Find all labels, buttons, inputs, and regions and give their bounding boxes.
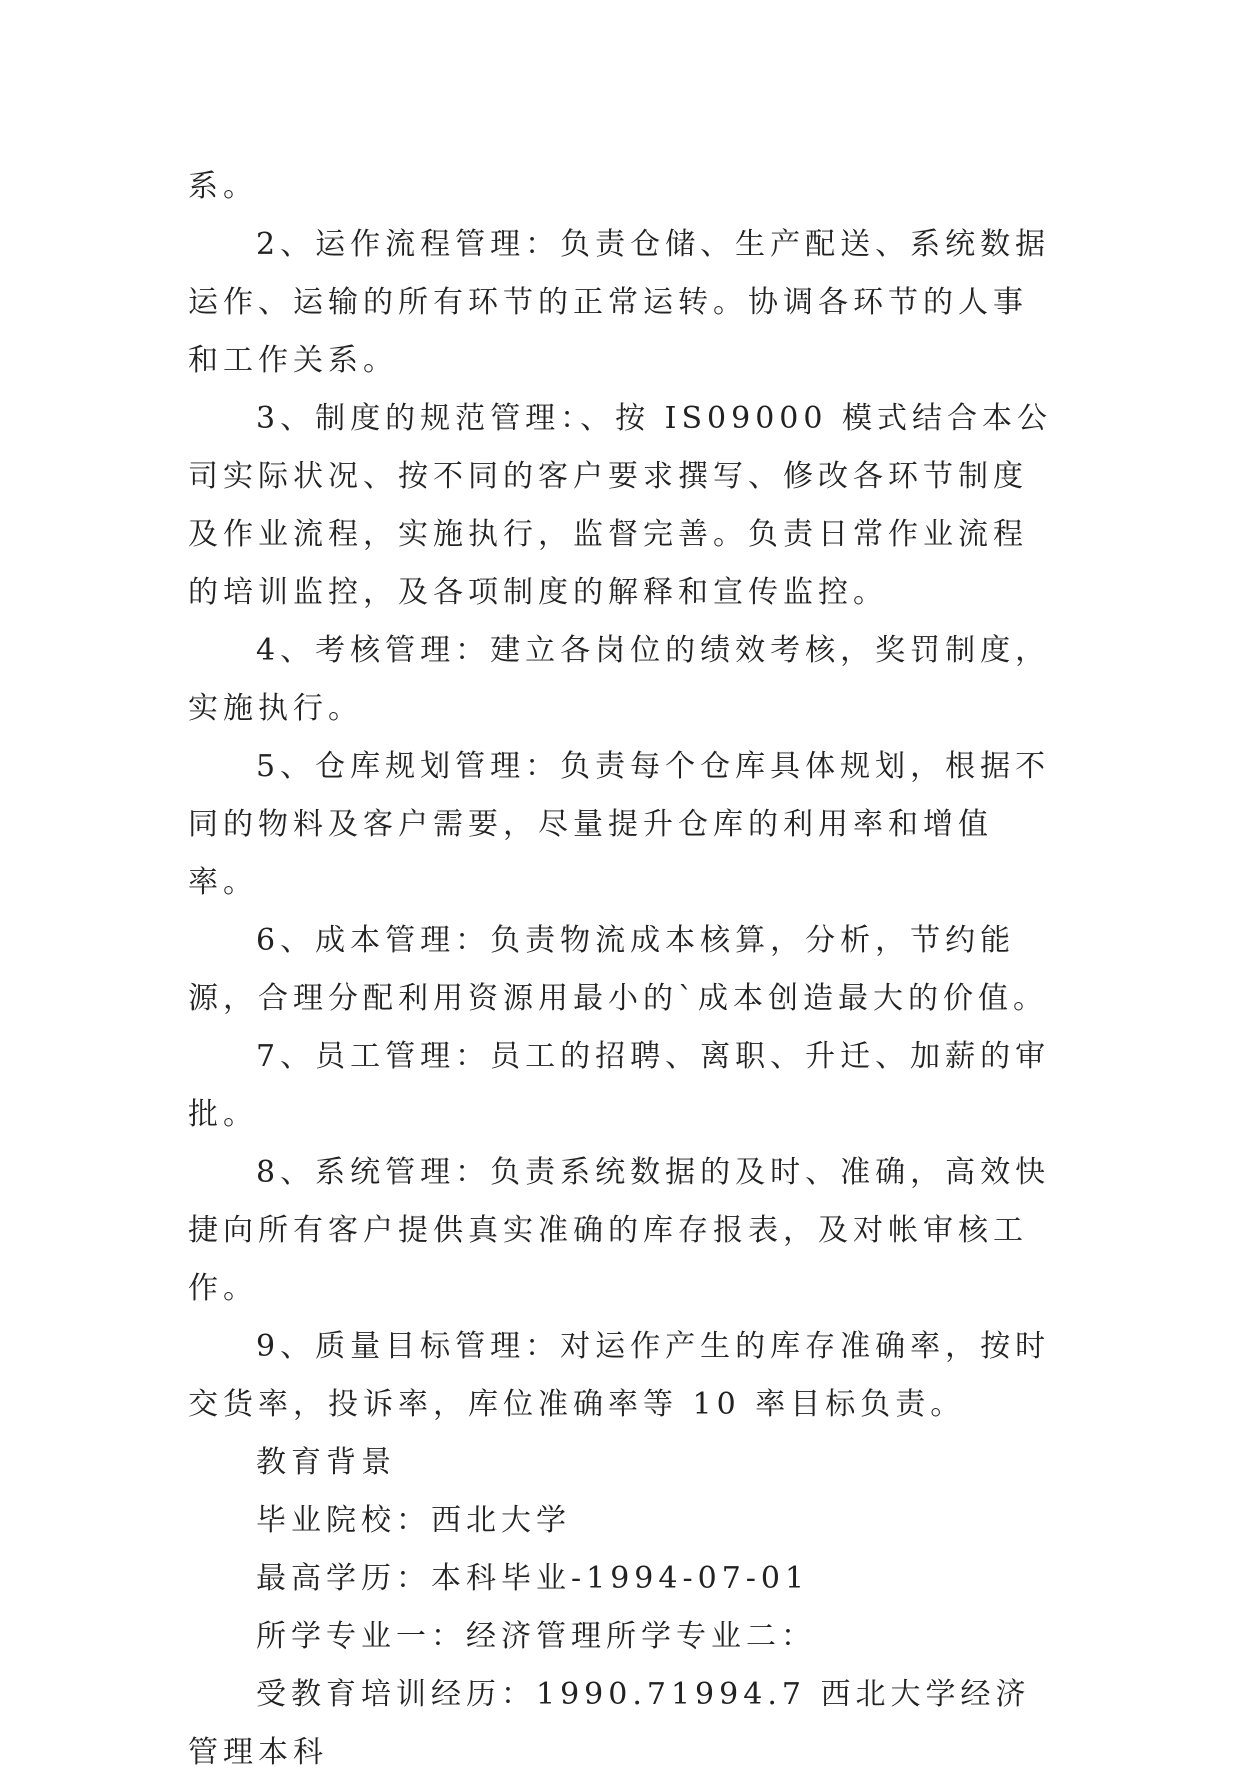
paragraph-item-7: 7、员工管理：员工的招聘、离职、升迁、加薪的审批。 (188, 1039, 1051, 1132)
section-heading-education: 教育背景 (256, 1445, 396, 1480)
paragraph-item-2: 2、运作流程管理：负责仓储、生产配送、系统数据运作、运输的所有环节的正常运转。协调各环节的人事和工作关系。 (188, 227, 1051, 378)
paragraph-item-5: 5、仓库规划管理：负责每个仓库具体规划，根据不同的物料及客户需要，尽量提升仓库的利用率和增值率。 (188, 749, 1051, 900)
paragraph-item-8: 8、系统管理：负责系统数据的及时、准确，高效快捷向所有客户提供真实准确的库存报表，及对帐审核工作。 (188, 1155, 1051, 1306)
paragraph-continuation: 系。 (188, 169, 258, 204)
major-line: 所学专业一：经济管理所学专业二： (256, 1619, 816, 1654)
document-body (188, 158, 1058, 1782)
paragraph-item-3: 3、制度的规范管理：、按 IS09000 模式结合本公司实际状况、按不同的客户要求撰写、修改各环节制度及作业流程，实施执行，监督完善。负责日常作业流程的培训监控，及各项制度的解释和宣传监控。 (188, 401, 1052, 610)
paragraph-item-4: 4、考核管理：建立各岗位的绩效考核，奖罚制度，实施执行。 (188, 633, 1051, 726)
graduation-school-line: 毕业院校：西北大学 (256, 1503, 571, 1538)
paragraph-item-6: 6、成本管理：负责物流成本核算，分析，节约能源，合理分配利用资源用最小的`成本创造最大的价值。 (188, 923, 1048, 1016)
paragraph-item-9: 9、质量目标管理：对运作产生的库存准确率，按时交货率，投诉率，库位准确率等 10 率目标负责。 (188, 1329, 1051, 1422)
highest-degree-line: 最高学历：本科毕业-1994-07-01 (256, 1561, 810, 1596)
training-history-line: 受教育培训经历：1990.71994.7 西北大学经济管理本科 (188, 1677, 1031, 1770)
